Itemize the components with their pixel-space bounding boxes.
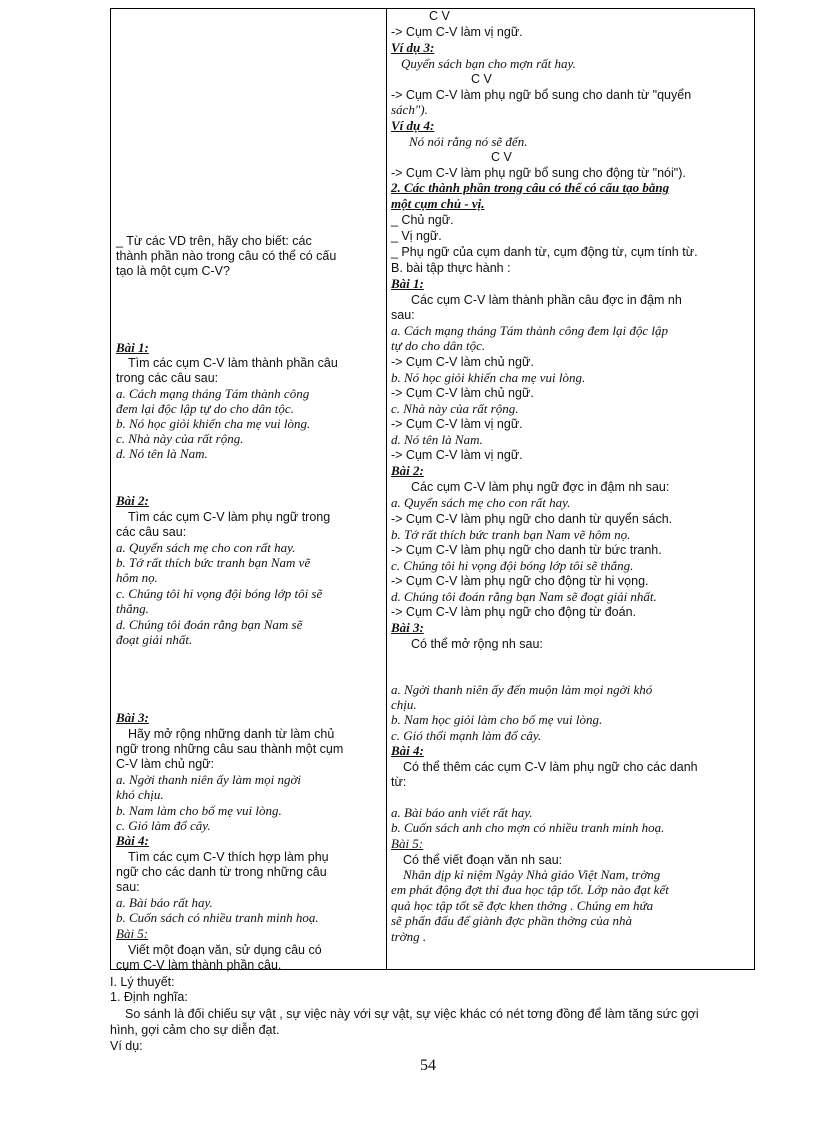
left-text-line: ngữ trong những câu sau thành một cụm	[116, 742, 344, 756]
left-text-line: c. Gió làm đổ cây.	[116, 818, 211, 833]
right-text-line: b. Nam học giỏi làm cho bố mẹ vui lòng.	[391, 712, 603, 727]
body-text-line: 1. Định nghĩa:	[110, 990, 188, 1004]
right-text-line: Nhân dịp kỉ niệm Ngày Nhà giáo Việt Nam, trờng	[403, 867, 661, 882]
column-divider	[386, 9, 387, 969]
right-text-line: b. Tớ rất thích bức tranh bạn Nam vẽ hôm nọ.	[391, 527, 631, 542]
left-text-line: b. Cuốn sách có nhiều tranh minh hoạ.	[116, 910, 319, 925]
left-text-line: c. Nhà này của rất rộng.	[116, 431, 244, 446]
right-text-line: -> Cụm C-V làm phụ ngữ cho danh từ bức tranh.	[391, 543, 662, 557]
left-text-line: d. Chúng tôi đoán rằng bạn Nam sẽ	[116, 617, 303, 632]
right-text-line: Các cụm C-V làm thành phần câu đợc in đậm nh	[411, 293, 682, 307]
right-text-line: -> Cụm C-V làm chủ ngữ.	[391, 355, 534, 369]
left-text-line: ngữ cho các danh từ trong những câu	[116, 865, 327, 879]
right-text-line: sẽ phấn đấu để giành đợc phần thởng của nhà	[391, 913, 632, 928]
right-text-line: -> Cụm C-V làm phụ ngữ bổ sung cho danh từ "quyển	[391, 88, 692, 102]
left-text-line: Bài 1:	[116, 340, 149, 355]
right-text-line: em phát động đợt thi đua học tập tốt. Lớp nào đạt kết	[391, 882, 669, 897]
page-number: 54	[420, 1057, 436, 1074]
right-text-line: tự do cho dân tộc.	[391, 338, 486, 353]
left-text-line: b. Nó học giỏi khiến cha mẹ vui lòng.	[116, 416, 311, 431]
body-text-line: So sánh là đối chiếu sự vật , sự việc này với sự vật, sự việc khác có nét tơng đồng để làm tăng sức gợi	[125, 1007, 699, 1021]
right-text-line: Bài 4:	[391, 743, 424, 758]
right-text-line: -> Cụm C-V làm phụ ngữ cho động từ đoán.	[391, 605, 636, 619]
right-text-line: Bài 3:	[391, 620, 424, 635]
right-text-line: a. Quyển sách mẹ cho con rất hay.	[391, 495, 571, 510]
right-text-line: Các cụm C-V làm phụ ngữ đợc in đậm nh sau:	[411, 480, 670, 494]
right-text-line: Có thể thêm các cụm C-V làm phụ ngữ cho các danh	[403, 760, 698, 774]
right-text-line: một cụm chủ - vị.	[391, 196, 485, 211]
left-text-line: a. Cách mạng tháng Tám thành công	[116, 386, 310, 401]
right-text-line: C V	[429, 9, 450, 23]
left-text-line: _ Từ các VD trên, hãy cho biết: các	[116, 234, 312, 248]
left-text-line: đoạt giải nhất.	[116, 632, 193, 647]
left-text-line: Bài 3:	[116, 710, 149, 725]
left-text-line: thành phần nào trong câu có thể có cấu	[116, 249, 337, 263]
right-text-line: C V	[491, 150, 512, 164]
left-text-line: Viết một đoạn văn, sử dụng câu có	[128, 943, 322, 957]
right-text-line: _ Vị ngữ.	[391, 229, 442, 243]
right-text-line: sau:	[391, 308, 415, 322]
left-text-line: sau:	[116, 880, 140, 894]
left-text-line: Bài 2:	[116, 493, 149, 508]
right-text-line: từ:	[391, 775, 407, 789]
body-text-line: I. Lý thuyết:	[110, 975, 175, 989]
left-text-line: a. Ngời thanh niên ấy làm mọi ngời	[116, 772, 302, 787]
left-text-line: trong các câu sau:	[116, 371, 219, 385]
right-text-line: Quyển sách bạn cho mợn rất hay.	[401, 56, 576, 71]
left-text-line: đem lại độc lập tự do cho dân tộc.	[116, 401, 294, 416]
left-text-line: a. Bài báo rất hay.	[116, 895, 213, 910]
right-text-line: C V	[471, 72, 492, 86]
body-text-line: Ví dụ:	[110, 1039, 143, 1053]
body-text-line: hình, gợi cảm cho sự diễn đạt.	[110, 1023, 280, 1037]
left-text-line: các câu sau:	[116, 525, 187, 539]
right-text-line: Ví dụ 4:	[391, 118, 435, 133]
right-text-line: Nó nói rằng nó sẽ đến.	[409, 134, 528, 149]
right-text-line: Có thể mở rộng nh sau:	[411, 637, 543, 651]
left-text-line: C-V làm chủ ngữ:	[116, 757, 214, 771]
right-text-line: b. Cuốn sách anh cho mợn có nhiều tranh minh hoạ.	[391, 820, 665, 835]
right-text-line: sách").	[391, 102, 428, 117]
right-text-line: -> Cụm C-V làm phụ ngữ cho danh từ quyển sách.	[391, 512, 673, 526]
right-text-line: 2. Các thành phần trong câu có thể có cấu tạo bằng	[391, 180, 670, 195]
right-text-line: d. Chúng tôi đoán rằng bạn Nam sẽ đoạt giải nhất.	[391, 589, 657, 604]
right-text-line: -> Cụm C-V làm phụ ngữ cho động từ hi vọng.	[391, 574, 649, 588]
right-text-line: Ví dụ 3:	[391, 40, 435, 55]
right-text-line: -> Cụm C-V làm vị ngữ.	[391, 417, 523, 431]
left-text-line: tạo là một cụm C-V?	[116, 264, 230, 278]
right-text-line: -> Cụm C-V làm chủ ngữ.	[391, 386, 534, 400]
left-text-line: d. Nó tên là Nam.	[116, 446, 208, 461]
right-text-line: B. bài tập thực hành :	[391, 261, 511, 275]
right-text-line: -> Cụm C-V làm vị ngữ.	[391, 448, 523, 462]
right-text-line: -> Cụm C-V làm vị ngữ.	[391, 25, 523, 39]
right-text-line: Bài 1:	[391, 276, 424, 291]
right-text-line: chịu.	[391, 697, 417, 712]
right-text-line: _ Phụ ngữ của cụm danh từ, cụm động từ, cụm tính từ.	[391, 245, 698, 259]
right-text-line: _ Chủ ngữ.	[391, 213, 454, 227]
right-text-line: c. Chúng tôi hi vọng đội bóng lớp tôi sẽ thắng.	[391, 558, 634, 573]
right-text-line: quả học tập tốt sẽ đợc khen thởng . Chúng em hứa	[391, 898, 654, 913]
left-text-line: Bài 5:	[116, 926, 149, 941]
right-text-line: Bài 5:	[391, 836, 424, 851]
right-text-line: b. Nó học giỏi khiến cha mẹ vui lòng.	[391, 370, 586, 385]
left-text-line: Tìm các cụm C-V làm thành phần câu	[128, 356, 338, 370]
left-text-line: c. Chúng tôi hi vọng đội bóng lớp tôi sẽ	[116, 586, 323, 601]
right-text-line: -> Cụm C-V làm phụ ngữ bổ sung cho động từ "nói").	[391, 166, 686, 180]
left-text-line: b. Nam làm cho bố mẹ vui lòng.	[116, 803, 282, 818]
left-text-line: thắng.	[116, 601, 149, 616]
right-text-line: Có thể viết đoạn văn nh sau:	[403, 853, 563, 867]
left-text-line: Bài 4:	[116, 833, 149, 848]
left-text-line: a. Quyển sách mẹ cho con rất hay.	[116, 540, 296, 555]
right-text-line: a. Bài báo anh viết rất hay.	[391, 805, 533, 820]
left-text-line: Tìm các cụm C-V làm phụ ngữ trong	[128, 510, 331, 524]
left-text-line: b. Tớ rất thích bức tranh bạn Nam vẽ	[116, 555, 311, 570]
two-column-table	[110, 8, 755, 970]
left-text-line: khó chịu.	[116, 787, 164, 802]
right-text-line: trờng .	[391, 929, 427, 944]
left-text-line: Tìm các cụm C-V thích hợp làm phụ	[128, 850, 329, 864]
left-text-line: hôm nọ.	[116, 570, 158, 585]
right-text-line: Bài 2:	[391, 463, 424, 478]
left-text-line: Hãy mở rộng những danh từ làm chủ	[128, 727, 335, 741]
left-text-line: cụm C-V làm thành phần câu.	[116, 958, 282, 972]
right-text-line: c. Nhà này của rất rộng.	[391, 401, 519, 416]
right-text-line: a. Ngời thanh niên ấy đến muộn làm mọi ngời khó	[391, 682, 653, 697]
right-text-line: d. Nó tên là Nam.	[391, 432, 483, 447]
right-text-line: a. Cách mạng tháng Tám thành công đem lại độc lập	[391, 323, 668, 338]
right-text-line: c. Gió thổi mạnh làm đổ cây.	[391, 728, 542, 743]
